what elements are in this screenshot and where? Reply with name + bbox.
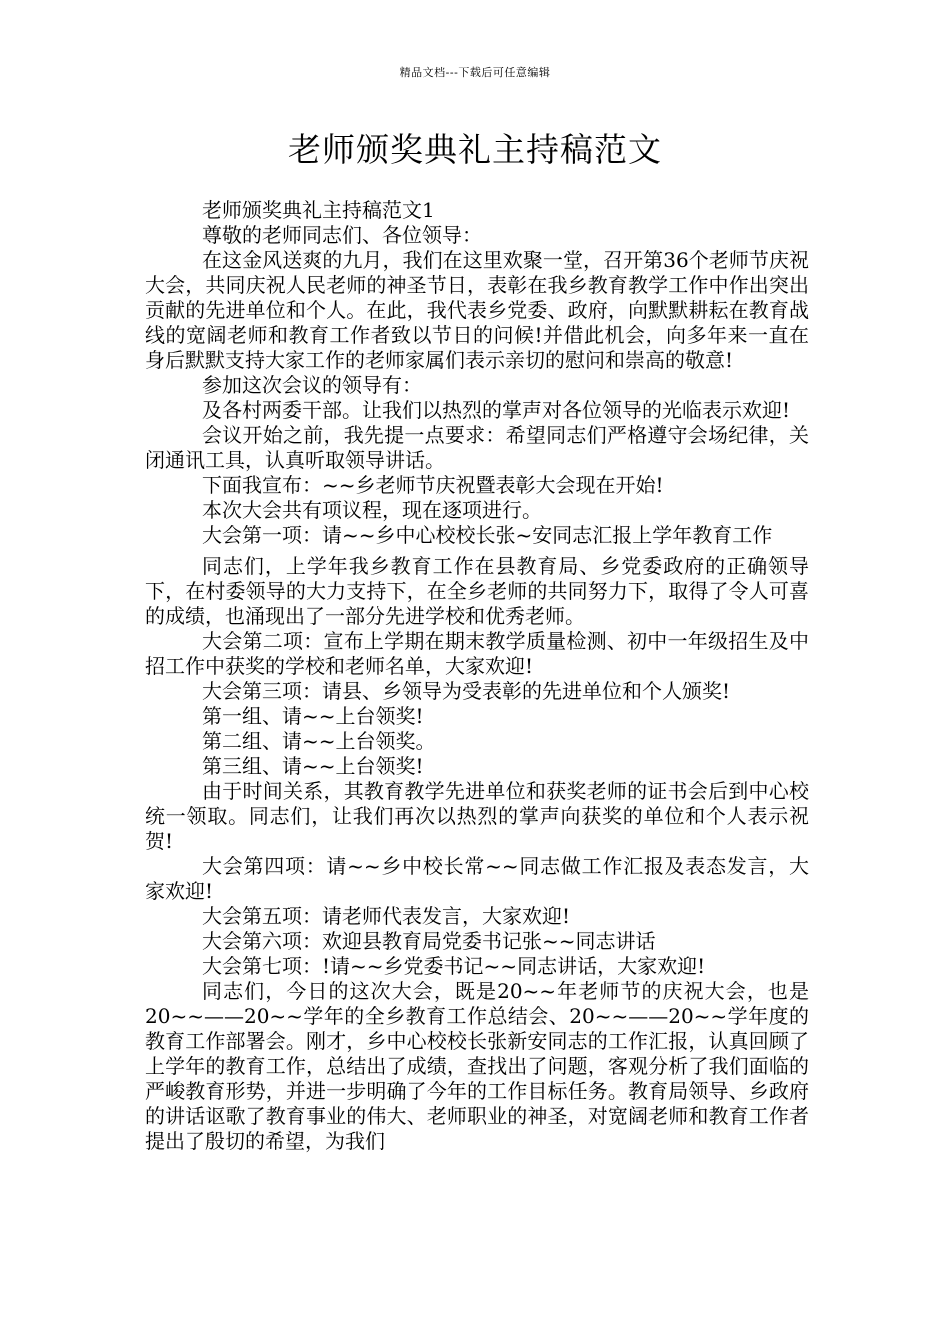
paragraph-item-2: 大会第二项：宣布上学期在期末教学质量检测、初中一年级招生及中招工作中获奖的学校和老师名单，大家欢迎! — [145, 629, 809, 678]
document-body — [145, 198, 809, 1154]
paragraph-group-2: 第二组、请~~上台领奖。 — [202, 729, 436, 753]
paragraph-salutation: 尊敬的老师同志们、各位领导： — [202, 223, 482, 247]
paragraph-opening: 在这金风送爽的九月，我们在这里欢聚一堂，召开第36个老师节庆祝大会，共同庆祝人民老师的神圣节日，表彰在我乡教育教学工作中作出突出贡献的先进单位和个人。在此，我代表乡党委、政府，向默默耕耘在教育战线的宽阔老师和教育工作者致以节日的问候!并借此机会，向多年来一直在身后默默支持大家工作的老师家属们表示亲切的慰问和崇高的敬意! — [145, 248, 809, 372]
paragraph-item-1: 大会第一项：请~~乡中心校校长张~安同志汇报上学年教育工作 — [202, 523, 773, 547]
paragraph-requirements: 会议开始之前，我先提一点要求：希望同志们严格遵守会场纪律，关闭通讯工具，认真听取领导讲话。 — [145, 423, 809, 472]
paragraph-item-6: 大会第六项：欢迎县教育局党委书记张~~同志讲话 — [202, 929, 656, 953]
paragraph-group-3: 第三组、请~~上台领奖! — [202, 754, 424, 778]
page-header: 精品文档---下载后可任意编辑 — [399, 66, 551, 79]
paragraph-item-3: 大会第三项：请县、乡领导为受表彰的先进单位和个人颁奖! — [202, 679, 731, 703]
paragraph-item-4: 大会第四项：请~~乡中校长常~~同志做工作汇报及表态发言，大家欢迎! — [145, 854, 809, 903]
paragraph-welcome: 及各村两委干部。让我们以热烈的掌声对各位领导的光临表示欢迎! — [202, 398, 791, 422]
paragraph-closing: 同志们，今日的这次大会，既是20~~年老师节的庆祝大会，也是20~~——20~~学年的全乡教育工作总结会、20~~——20~~学年度的教育工作部署会。刚才，乡中心校校长张新安同志的工作汇报，认真回顾了上学年的教育工作，总结出了成绩，查找出了问题，客观分析了我们面临的严峻教育形势，并进一步明确了今年的工作目标任务。教育局领导、乡政府的讲话讴歌了教育事业的伟大、老师职业的神圣，对宽阔老师和教育工作者提出了殷切的希望，为我们 — [145, 979, 809, 1153]
paragraph-leaders-present: 参加这次会议的领导有： — [202, 373, 422, 397]
paragraph-item-5: 大会第五项：请老师代表发言，大家欢迎! — [202, 904, 571, 928]
paragraph-group-1: 第一组、请~~上台领奖! — [202, 704, 424, 728]
document-title: 老师颁奖典礼主持稿范文 — [288, 130, 662, 169]
paragraph-announce-start: 下面我宣布：~~乡老师节庆祝暨表彰大会现在开始! — [202, 473, 664, 497]
paragraph-subtitle: 老师颁奖典礼主持稿范文1 — [202, 198, 435, 222]
paragraph-comrades-1: 同志们，上学年我乡教育工作在县教育局、乡党委政府的正确领导下，在村委领导的大力支持下，在全乡老师的共同努力下，取得了令人可喜的成绩，也涌现出了一部分先进学校和优秀老师。 — [145, 554, 809, 628]
paragraph-agenda: 本次大会共有项议程，现在逐项进行。 — [202, 498, 542, 522]
paragraph-certificates: 由于时间关系，其教育教学先进单位和获奖老师的证书会后到中心校统一领取。同志们，让我们再次以热烈的掌声向获奖的单位和个人表示祝贺! — [145, 779, 809, 853]
paragraph-item-7: 大会第七项：!请~~乡党委书记~~同志讲话，大家欢迎! — [202, 954, 706, 978]
